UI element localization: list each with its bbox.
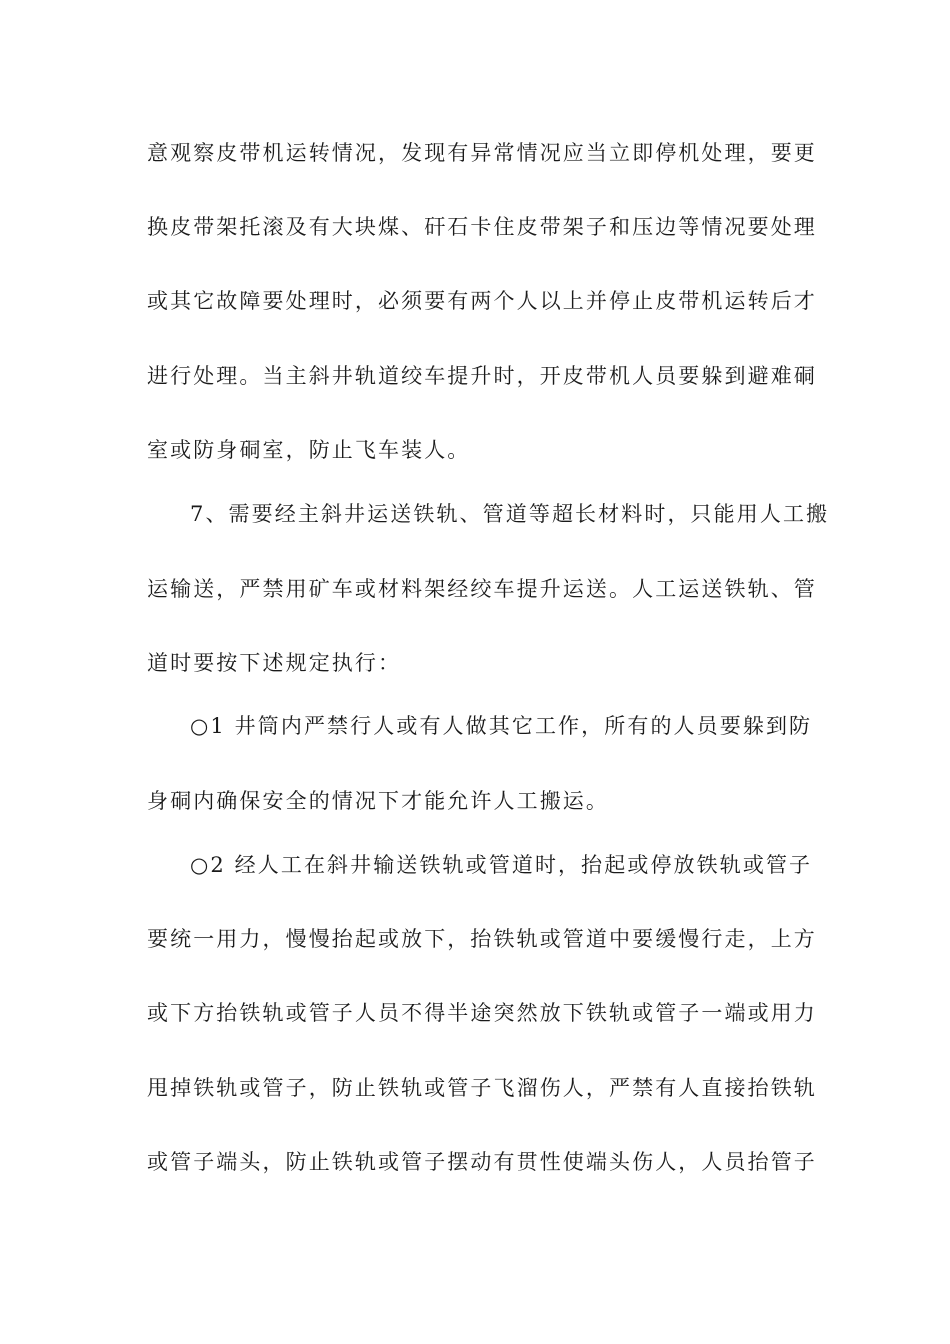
body-text-line: 室或防身硐室，防止飞车装人。 — [147, 438, 471, 462]
paragraph-item-7-start: 7、需要经主斜井运送铁轨、管道等超长材料时，只能用人工搬 — [190, 502, 830, 526]
sub-item-1-start: ○1 井筒内严禁行人或有人做其它工作，所有的人员要躲到防 — [190, 714, 813, 738]
body-text-line: 换皮带架托滚及有大块煤、矸石卡住皮带架子和压边等情况要处理 — [147, 215, 817, 239]
body-text-line: 要统一用力，慢慢抬起或放下，抬铁轨或管道中要缓慢行走，上方 — [147, 927, 817, 951]
sub-item-2-start: ○2 经人工在斜井输送铁轨或管道时，抬起或停放铁轨或管子 — [190, 853, 813, 877]
body-text-line: 或下方抬铁轨或管子人员不得半途突然放下铁轨或管子一端或用力 — [147, 1001, 817, 1025]
body-text-line: 身硐内确保安全的情况下才能允许人工搬运。 — [147, 789, 609, 813]
body-text-line: 或管子端头，防止铁轨或管子摆动有贯性使端头伤人，人员抬管子 — [147, 1150, 817, 1174]
body-text-line: 或其它故障要处理时，必须要有两个人以上并停止皮带机运转后才 — [147, 289, 817, 313]
body-text-line: 甩掉铁轨或管子，防止铁轨或管子飞溜伤人，严禁有人直接抬铁轨 — [147, 1076, 817, 1100]
body-text-line: 意观察皮带机运转情况，发现有异常情况应当立即停机处理，要更 — [147, 141, 817, 165]
body-text-line: 运输送，严禁用矿车或材料架经绞车提升运送。人工运送铁轨、管 — [147, 577, 817, 601]
body-text-line: 进行处理。当主斜井轨道绞车提升时，开皮带机人员要躲到避难硐 — [147, 364, 817, 388]
body-text-line: 道时要按下述规定执行： — [147, 651, 402, 675]
